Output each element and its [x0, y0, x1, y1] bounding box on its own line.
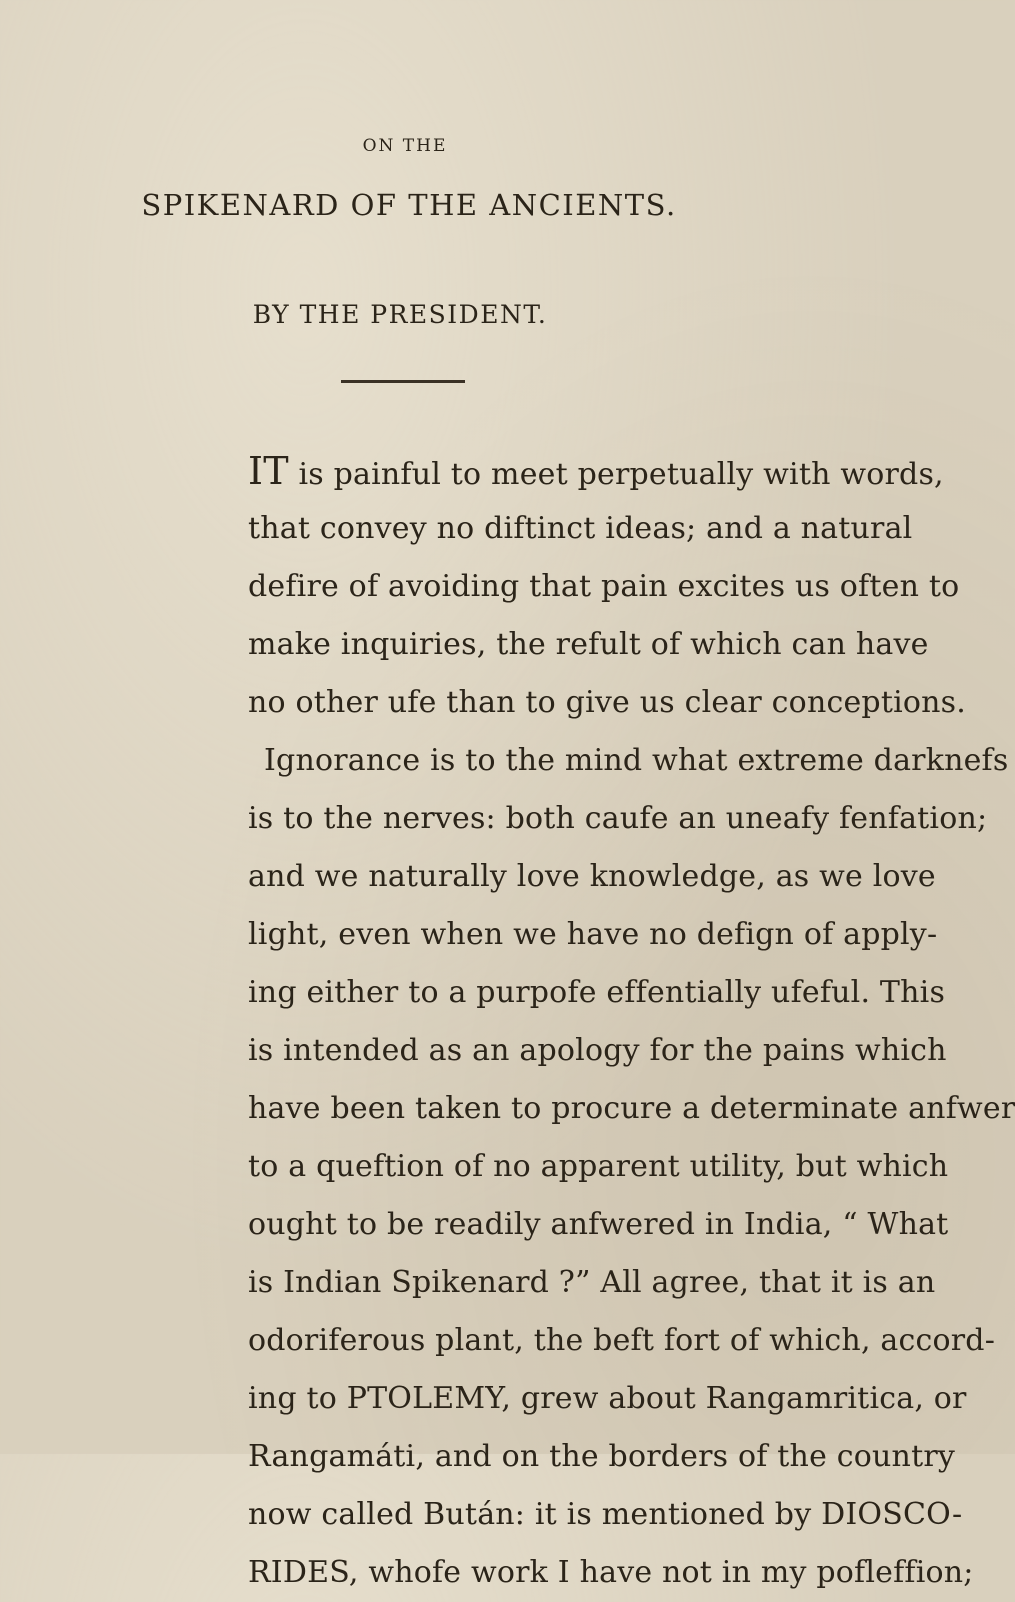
text-line: Ignorance is to the mind what extreme darknefs — [264, 743, 1009, 778]
text-line: ing to PTOLEMY, grew about Rangamritica, or — [248, 1381, 967, 1416]
text-line: ought to be readily anfwered in India, “ What — [248, 1207, 949, 1242]
text-line: no other ufe than to give us clear conceptions. — [248, 685, 966, 720]
initial-letters: IT — [248, 449, 289, 493]
text-line: have been taken to procure a determinate anfwer — [248, 1091, 1015, 1126]
text-line: is to the nerves: both caufe an uneafy fenfation; — [248, 801, 988, 836]
text-line: defire of avoiding that pain excites us often to — [248, 569, 960, 604]
running-head: ON THE — [362, 136, 448, 156]
text-line: RIDES, whofe work I have not in my pofleffion; — [248, 1555, 974, 1590]
text-line: light, even when we have no defign of apply- — [248, 917, 938, 952]
article-title: SPIKENARD OF THE ANCIENTS. — [141, 188, 677, 222]
text-line: Rangamáti, and on the borders of the country — [248, 1439, 956, 1474]
text-line: now called Bután: it is mentioned by DIOSCO- — [248, 1497, 963, 1532]
text-line: ing either to a purpofe effentially ufeful. This — [248, 975, 946, 1010]
body-text — [248, 442, 1015, 1602]
text-line: IT is painful to meet perpetually with words, — [248, 449, 944, 493]
text-line: and we naturally love knowledge, as we love — [248, 859, 936, 894]
text-line: that convey no diftinct ideas; and a natural — [248, 511, 913, 546]
text-line: odoriferous plant, the beft fort of which, accord- — [248, 1323, 996, 1358]
text-line: make inquiries, the refult of which can have — [248, 627, 929, 662]
title-rule — [341, 380, 465, 383]
text-line: to a queftion of no apparent utility, but which — [248, 1149, 949, 1184]
byline: BY THE PRESIDENT. — [252, 300, 548, 329]
text-line: is intended as an apology for the pains which — [248, 1033, 947, 1068]
text-line: is Indian Spikenard ?” All agree, that it is an — [248, 1265, 936, 1300]
